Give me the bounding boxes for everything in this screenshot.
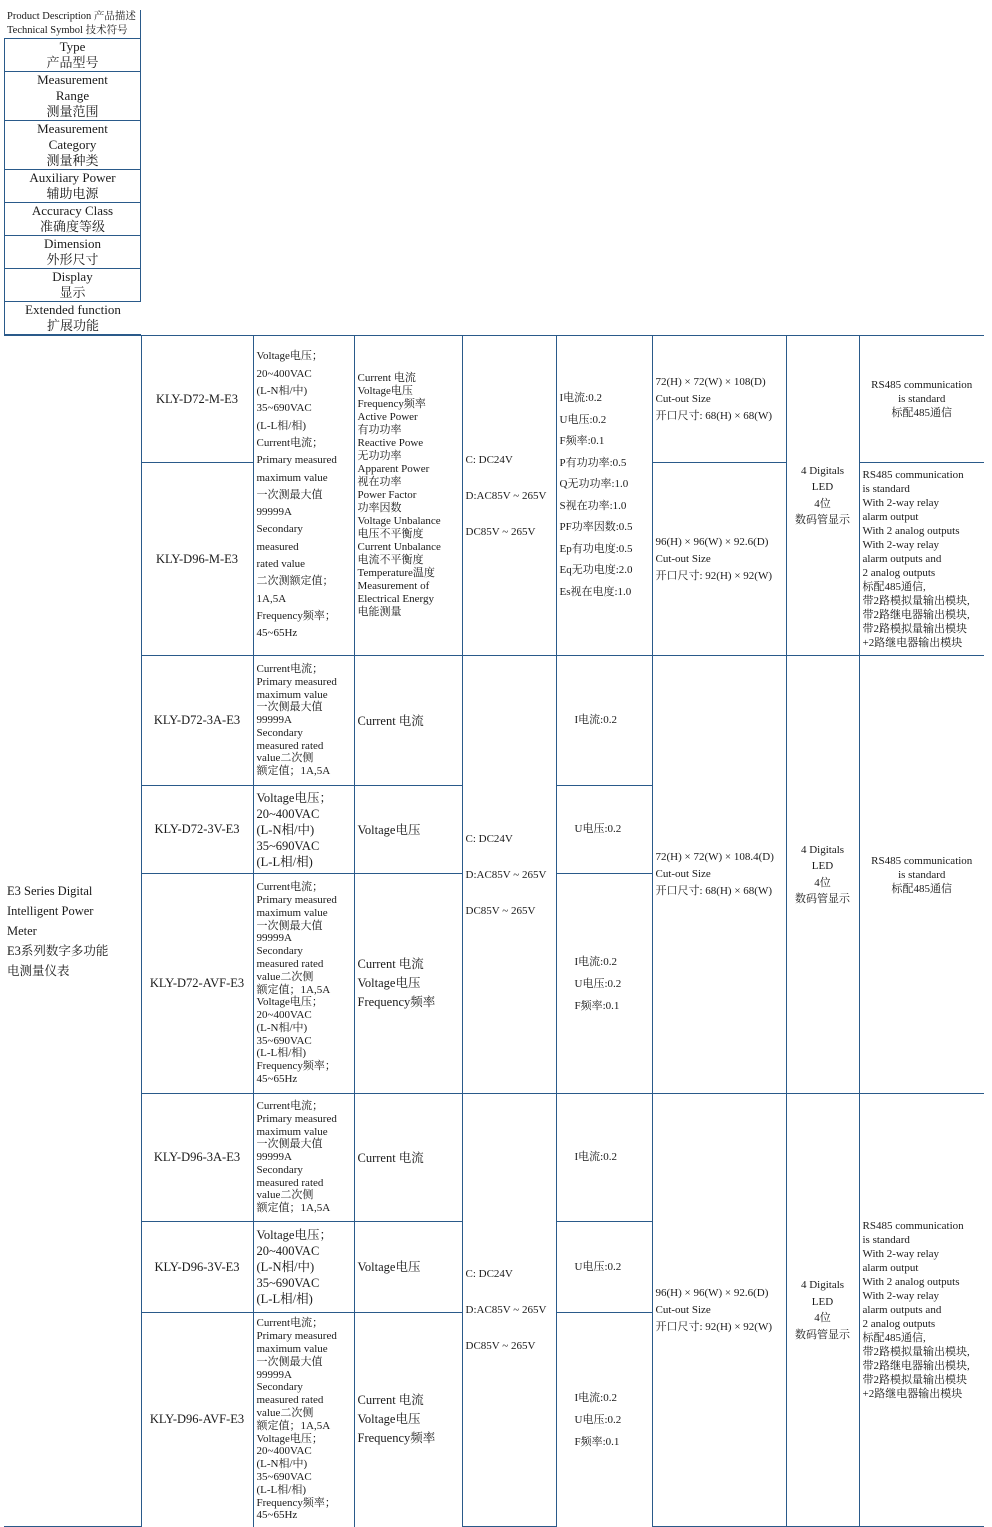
display-cell: 4 Digitals LED 4位 数码管显示 bbox=[786, 336, 859, 656]
extended-cell: RS485 communication is standard With 2-way relay alarm output With 2 analog outputs With 2-way relay alarm outputs and 2 analog outputs 标配485通信, 带2路模拟量输出模块, 带2路继电器输出模块, 带2路模拟量输出模块 +2路继电器输出模块 bbox=[859, 1094, 984, 1527]
type-cell: KLY-D96-AVF-E3 bbox=[141, 1313, 253, 1527]
power-cell: C: DC24V D:AC85V ~ 265V DC85V ~ 265V bbox=[462, 1094, 556, 1527]
extended-cell: RS485 communication is standard With 2-way relay alarm output With 2 analog outputs With 2-way relay alarm outputs and 2 analog outputs 标配485通信, 带2路模拟量输出模块, 带2路继电器输出模块, 带2路模拟量输出模块 +2路继电器输出模块 bbox=[859, 463, 984, 656]
range-cell: Voltage电压； 20~400VAC (L-N相/中) 35~690VAC (L-L相/相) bbox=[253, 786, 354, 874]
type-cell: KLY-D72-3A-E3 bbox=[141, 656, 253, 786]
type-cell: KLY-D96-M-E3 bbox=[141, 463, 253, 656]
category-cell: Current 电流 bbox=[354, 1094, 462, 1222]
range-cell: Current电流； Primary measured maximum value 一次侧最大值 99999A Secondary measured rated value二次侧 额定值；1A,5A Voltage电压； 20~400VAC (L-N相/中) 35~690VAC (L-L相/相) Frequency频率； 45~65Hz bbox=[253, 1313, 354, 1527]
header-display: Display 显示 bbox=[4, 269, 141, 302]
category-cell: Voltage电压 bbox=[354, 786, 462, 874]
spec-table bbox=[4, 10, 984, 1527]
accuracy-cell: I电流:0.2 bbox=[556, 1094, 652, 1222]
header-auxiliary-power: Auxiliary Power 辅助电源 bbox=[4, 170, 141, 203]
accuracy-cell: U电压:0.2 bbox=[556, 1222, 652, 1313]
extended-cell: RS485 communication is standard 标配485通信 bbox=[859, 656, 984, 1094]
power-cell: C: DC24V D:AC85V ~ 265V DC85V ~ 265V bbox=[462, 336, 556, 656]
range-cell: Voltage电压； 20~400VAC (L-N相/中) 35~690VAC (L-L相/相) Current电流； Primary measured maximum value 一次测最大值 99999A Secondary measured rated value 二次测额定值； 1A,5A Frequency频率； 45~65Hz bbox=[253, 336, 354, 656]
accuracy-cell: I电流:0.2 U电压:0.2 F频率:0.1 bbox=[556, 1313, 652, 1527]
category-cell: Current 电流 bbox=[354, 656, 462, 786]
display-cell: 4 Digitals LED 4位 数码管显示 bbox=[786, 1094, 859, 1527]
type-cell: KLY-D72-3V-E3 bbox=[141, 786, 253, 874]
display-cell: 4 Digitals LED 4位 数码管显示 bbox=[786, 656, 859, 1094]
power-cell: C: DC24V D:AC85V ~ 265V DC85V ~ 265V bbox=[462, 656, 556, 1094]
accuracy-cell: I电流:0.2 U电压:0.2 F频率:0.1 P有功功率:0.5 Q无功功率:1.0 S视在功率:1.0 PF功率因数:0.5 Ep有功电度:0.5 Eq无功电度:2.0 Es视在电度:1.0 bbox=[556, 336, 652, 656]
header-row bbox=[4, 10, 984, 336]
accuracy-cell: I电流:0.2 U电压:0.2 F频率:0.1 bbox=[556, 874, 652, 1094]
header-dimension: Dimension 外形尺寸 bbox=[4, 236, 141, 269]
header-extended-function: Extended function 扩展功能 bbox=[4, 302, 141, 335]
header-product-description: Product Description 产品描述 Technical Symbol 技术符号 bbox=[4, 10, 141, 39]
type-cell: KLY-D72-M-E3 bbox=[141, 336, 253, 463]
table-row bbox=[4, 1094, 984, 1222]
category-cell: Voltage电压 bbox=[354, 1222, 462, 1313]
category-cell: Current 电流 Voltage电压 Frequency频率 Active Power 有功功率 Reactive Powe 无功功率 Apparent Power 视在功率 Power Factor 功率因数 Voltage Unbalance 电压不平衡度 Current Unbalance 电流不平衡度 Temperature温度 Measurement of Electrical Energy 电能测量 bbox=[354, 336, 462, 656]
dimension-cell: 96(H) × 96(W) × 92.6(D) Cut-out Size 开口尺寸: 92(H) × 92(W) bbox=[652, 463, 786, 656]
category-cell: Current 电流 Voltage电压 Frequency频率 bbox=[354, 874, 462, 1094]
header-measurement-category: Measurement Category 测量种类 bbox=[4, 121, 141, 170]
header-accuracy-class: Accuracy Class 准确度等级 bbox=[4, 203, 141, 236]
dimension-cell: 72(H) × 72(W) × 108(D) Cut-out Size 开口尺寸: 68(H) × 68(W) bbox=[652, 336, 786, 463]
table-row bbox=[4, 336, 984, 463]
range-cell: Current电流； Primary measured maximum value 一次侧最大值 99999A Secondary measured rated value二次侧 额定值；1A,5A bbox=[253, 1094, 354, 1222]
range-cell: Voltage电压； 20~400VAC (L-N相/中) 35~690VAC (L-L相/相) bbox=[253, 1222, 354, 1313]
header-type: Type 产品型号 bbox=[4, 39, 141, 72]
table-row bbox=[4, 656, 984, 786]
dimension-cell: 72(H) × 72(W) × 108.4(D) Cut-out Size 开口尺寸: 68(H) × 68(W) bbox=[652, 656, 786, 1094]
type-cell: KLY-D96-3V-E3 bbox=[141, 1222, 253, 1313]
type-cell: KLY-D72-AVF-E3 bbox=[141, 874, 253, 1094]
accuracy-cell: U电压:0.2 bbox=[556, 786, 652, 874]
category-cell: Current 电流 Voltage电压 Frequency频率 bbox=[354, 1313, 462, 1527]
range-cell: Current电流； Primary measured maximum value 一次侧最大值 99999A Secondary measured rated value二次侧 额定值；1A,5A bbox=[253, 656, 354, 786]
type-cell: KLY-D96-3A-E3 bbox=[141, 1094, 253, 1222]
series-description: E3 Series Digital Intelligent Power Meter E3系列数字多功能 电测量仪表 bbox=[4, 336, 141, 1527]
header-measurement-range: Measurement Range 测量范围 bbox=[4, 72, 141, 121]
extended-cell: RS485 communication is standard 标配485通信 bbox=[859, 336, 984, 463]
accuracy-cell: I电流:0.2 bbox=[556, 656, 652, 786]
range-cell: Current电流； Primary measured maximum value 一次侧最大值 99999A Secondary measured rated value二次侧 额定值；1A,5A Voltage电压； 20~400VAC (L-N相/中) 35~690VAC (L-L相/相) Frequency频率； 45~65Hz bbox=[253, 874, 354, 1094]
dimension-cell: 96(H) × 96(W) × 92.6(D) Cut-out Size 开口尺寸: 92(H) × 92(W) bbox=[652, 1094, 786, 1527]
